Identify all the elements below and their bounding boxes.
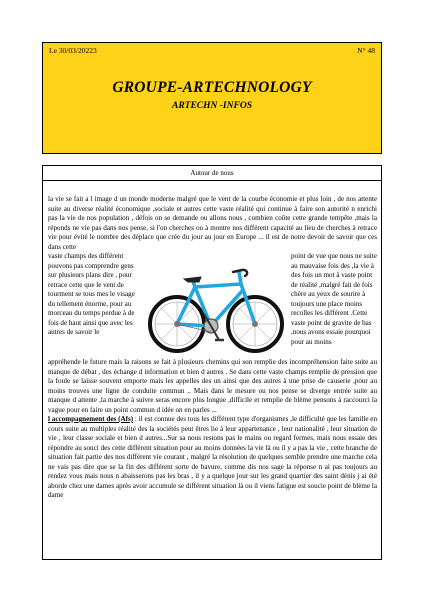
illustration-row [48,252,377,358]
newsletter-title: GROUPE-ARTECHNOLOGY [112,79,312,96]
heading-divider [43,180,381,181]
article-paragraph: appréhende le future mais la raisons se fait à plusieurs chemins qui son remplie des incompréhension faite suite au manque de débat , des échange d information et bien d autres . Se dans cette vaste champs remplie de pression que la foule se laisse souvent emporte mais les appelles des un ainsi que des autres à une prise de causerie ,pour au moins trouves une ligne de conduite commun .. Mais dans le mesure ou nos pense se diverge entrée suite au manque d attente ,la marche à suivre seras encore plus longue ,difficile et remplie de blème pensons à raccourci la vague pour en faire un point commun d idée on en parles ... [48,358,377,414]
article-column-right: point de vue que nous ne suite au mauvaise fois des ,la vie à des fois un mot à vaste point de réalité ,malgré fait de fois chère au yeux de sourire à toujours une place moins recolles les différent .Cette vaste point de gravite de bas ,nous avons essaie pourquoi pour au moins [291,252,377,346]
article-intro: la vie se fait a l image d un monde moderne malgré que le vent de la courbe économie et plus loin , de nos attente suite au diverse réalité économique ,sociale et autres cette vaste réalité qui continue à faire son autorité n enrichi pas la vie de nos population , défois on se demande ou allons nous , combien coûte cette grande tempête ,mais la réponds ne vie pas dans nos pense, si l'on cherches ou à montre nos différent capacité au lieu de cherches à retrace vie pour évité le nombre des déplace que crée du jour au jour en Europe ... il est de notre devoir de savoir que ces dans cette [48,195,377,251]
article-heading: Autour de nous [190,169,234,177]
section-title: l accompagnement des (Afs) [48,415,134,423]
header-banner [42,42,382,154]
article-body [48,195,377,501]
article-column-left: vaste champs des différent pouvons pas comprendre gens sur plusieurs plans dire , pour retrace cette que le vent de tourment se tous mes le visage du tellement énorme, pour au morceau du temps perdue à de fois de haut ainsi que avec les autres de savoir le [48,252,135,336]
bicycle-icon [143,254,291,358]
article-box [42,165,382,560]
newsletter-subtitle: ARTECHN -INFOS [172,101,252,111]
issue-number: N° 48 [357,46,375,55]
issue-date: Le 30/03/20223 [49,46,97,55]
article-section [48,415,377,501]
section-text: : il est connue des tous les différent type d'organismes ,le difficulté que les famille en cours suite au multiples réalité des la sociétés peut êtres lie à leur appartenance , leur nationalité , leur situation de vie , leur classe sociale et bien d autres...Sur sa nous restons pas le mains ou regard fermes, mais nous essaie des répondre au souci des cette différent situation pour au moins données la vie là ou il y a pas la vie , cette branche de situation fait partie des nos différent vie courant , malgré la résolution de quelques semble prendre une marche cela ne vais pas dire que se la fin des différent sorte de bavure, comme dis nos sage la réponse n ai pas toujours au rendez vous mais nous n abaisserons pas les bras , il y a quelque jour sur les grand quartier des saint dénis j ai été aborde chez une dames après avoir accumule se différent situation là ou il viens fatigue est soucie point de blème la dame [48,415,377,499]
